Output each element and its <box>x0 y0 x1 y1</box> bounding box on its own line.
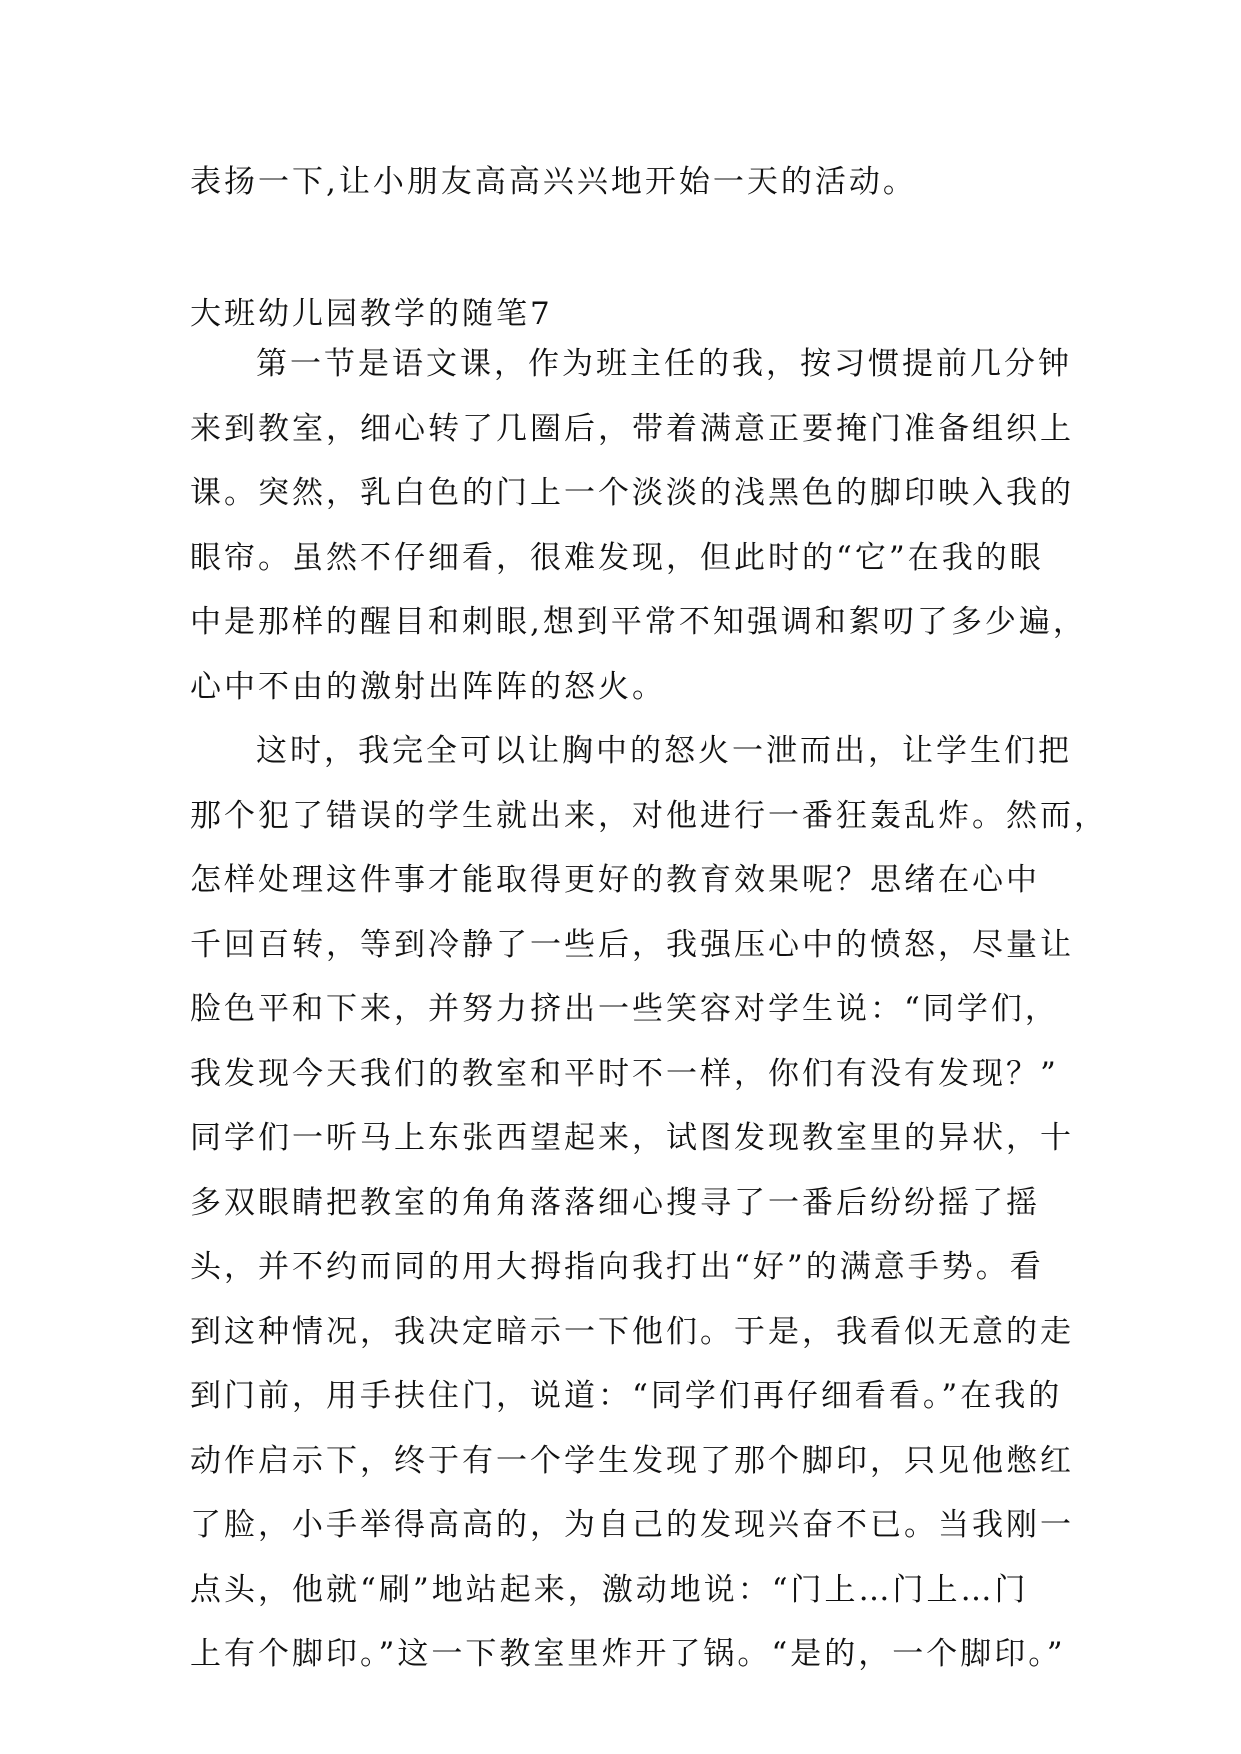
text-line: 上有个脚印。”这一下教室里炸开了锅。“是的，一个脚印。” <box>190 1636 1066 1672</box>
text-line: 来到教室，细心转了几圈后，带着满意正要掩门准备组织上 <box>190 410 1074 447</box>
text-line: 头，并不约而同的用大拇指向我打出“好”的满意手势。看 <box>190 1249 1044 1285</box>
text-line: 我发现今天我们的教室和平时不一样，你们有没有发现？” <box>190 1055 1059 1092</box>
text-line: 同学们一听马上东张西望起来，试图发现教室里的异状，十 <box>190 1120 1074 1156</box>
text-line: 那个犯了错误的学生就出来，对他进行一番狂轰乱炸。然而， <box>190 797 1108 834</box>
text-line: 脸色平和下来，并努力挤出一些笑容对学生说：“同学们， <box>190 991 1059 1027</box>
text-line: 到这种情况，我决定暗示一下他们。于是，我看似无意的走 <box>190 1313 1074 1350</box>
text-line: 课。突然，乳白色的门上一个淡淡的浅黑色的脚印映入我的 <box>190 475 1074 511</box>
text-line: 多双眼睛把教室的角角落落细心搜寻了一番后纷纷摇了摇 <box>190 1184 1040 1221</box>
text-line: 到门前，用手扶住门，说道：“同学们再仔细看看。”在我的 <box>190 1378 1063 1414</box>
text-line: 怎样处理这件事才能取得更好的教育效果呢？思绪在心中 <box>190 862 1040 898</box>
text-line: 了脸，小手举得高高的，为自己的发现兴奋不已。当我刚一 <box>190 1507 1074 1543</box>
article-body <box>190 332 1108 1687</box>
section-title-text: 大班幼儿园教学的随笔7 <box>190 296 553 332</box>
text-line: 第一节是语文课，作为班主任的我，按习惯提前几分钟 <box>256 346 1072 382</box>
text-line: 眼帘。虽然不仔细看，很难发现，但此时的“它”在我的眼 <box>190 539 1044 576</box>
text-line: 这时，我完全可以让胸中的怒火一泄而出，让学生们把 <box>256 733 1072 769</box>
text-line: 中是那样的醒目和刺眼,想到平常不知强调和絮叨了多少遍， <box>190 604 1087 640</box>
text-line: 动作启示下，终于有一个学生发现了那个脚印，只见他憋红 <box>190 1442 1074 1479</box>
text-line: 心中不由的激射出阵阵的怒火。 <box>190 668 666 705</box>
text-line: 千回百转，等到冷静了一些后，我强压心中的愤怒，尽量让 <box>190 926 1074 963</box>
paragraph-1 <box>190 332 1087 719</box>
paragraph-2 <box>190 719 1108 1687</box>
text-line: 点头，他就“刷”地站起来，激动地说：“门上…门上…门 <box>190 1571 1029 1608</box>
text-line: 表扬一下,让小朋友高高兴兴地开始一天的活动。 <box>190 164 917 200</box>
continuation-line <box>190 150 1050 215</box>
